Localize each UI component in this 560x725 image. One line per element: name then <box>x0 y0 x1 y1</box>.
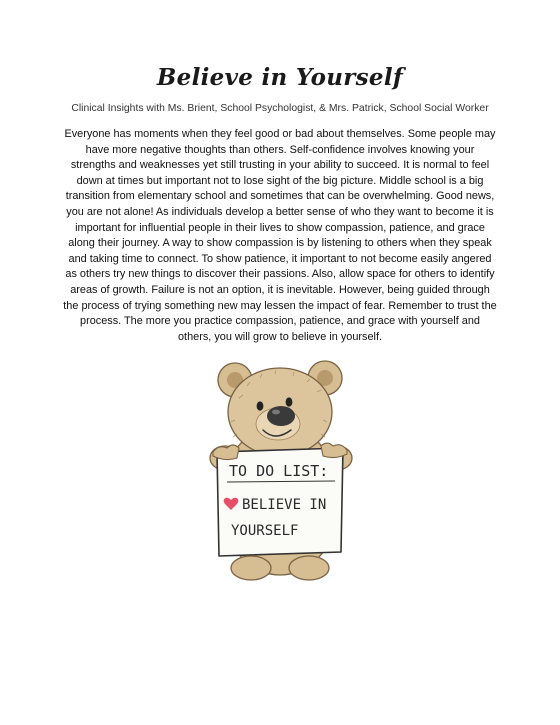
bear-left-eye <box>257 401 264 410</box>
bear-right-foot <box>289 556 329 580</box>
bear-right-eye <box>286 397 293 406</box>
bear-illustration <box>205 350 355 586</box>
page-title: Believe in Yourself <box>156 64 404 91</box>
bear-holding-sign-illustration <box>205 350 355 586</box>
sign-line-believe: BELIEVE IN <box>242 497 327 513</box>
bear-nose <box>267 406 295 426</box>
sign-line-yourself: YOURSELF <box>231 523 299 539</box>
sign-heading: TO DO LIST: <box>229 462 329 480</box>
page-subtitle: Clinical Insights with Ms. Brient, School Psychologist, & Mrs. Patrick, School Social Worker <box>71 103 489 114</box>
bear-left-foot <box>231 556 271 580</box>
body-paragraph: Everyone has moments when they feel good or bad about themselves. Some people may have more negative thoughts than others. Self-confidence involves knowing your strengths and weaknesses yet still trusting in your ability to succeed. It is normal to feel down at times but important not to lose sight of the big picture. Middle school is a big transition from elementary school and sometimes that can be overwhelming. Good news, you are not alone! As individuals develop a better sense of who they want to become it is important for influential people in their lives to show compassion, patience, and grace along their journey. A way to show compassion is by listening to others when they speak and taking time to connect. To show patience, it important to not become easily angered as others try new things to discover their passions. Also, allow space for others to identify areas of growth. Failure is not an option, it is inevitable. However, being guided through the process of trying something new may lessen the impact of fear. Remember to trust the process. The more you practice compassion, patience, and grace with yourself and others, you will grow to believe in yourself. <box>63 128 497 343</box>
